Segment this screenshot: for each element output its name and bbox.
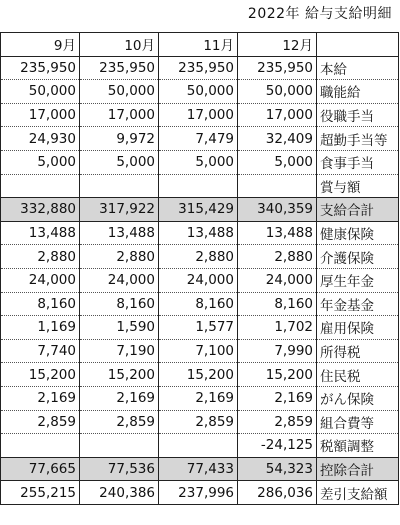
amount-cell: 15,200 [1,363,80,387]
amount-cell: 2,169 [159,386,238,410]
amount-cell: 50,000 [238,80,317,104]
amount-cell: 240,386 [80,481,159,505]
row-label: 控除合計 [317,457,399,481]
amount-cell: 1,702 [238,316,317,340]
amount-cell: 1,590 [80,316,159,340]
amount-cell: 235,950 [1,56,80,80]
table-row [1,386,399,410]
row-label: 税額調整 [317,434,399,458]
amount-cell: 13,488 [1,221,80,245]
amount-cell [80,434,159,458]
amount-cell: 5,000 [238,150,317,174]
table-row [1,150,399,174]
amount-cell: 2,169 [80,386,159,410]
row-label: 介護保険 [317,245,399,269]
amount-cell: 24,000 [159,268,238,292]
row-label: 組合費等 [317,410,399,434]
row-label: 超勤手当等 [317,127,399,151]
amount-cell: 7,190 [80,339,159,363]
amount-cell: 7,479 [159,127,238,151]
amount-cell: 235,950 [80,56,159,80]
month-header: 12月 [238,33,317,57]
amount-cell: 17,000 [159,103,238,127]
table-row [1,363,399,387]
table-row [1,56,399,80]
payroll-sheet [0,32,398,505]
amount-cell: 17,000 [80,103,159,127]
amount-cell: 2,859 [1,410,80,434]
amount-cell: 17,000 [1,103,80,127]
amount-cell [1,434,80,458]
amount-cell: 50,000 [1,80,80,104]
table-row [1,481,399,505]
amount-cell: 13,488 [238,221,317,245]
label-header [317,33,399,57]
table-row [1,268,399,292]
table-row [1,457,399,481]
month-header: 9月 [1,33,80,57]
amount-cell: 8,160 [80,292,159,316]
month-header: 10月 [80,33,159,57]
amount-cell: 235,950 [159,56,238,80]
row-label: 本給 [317,56,399,80]
table-row [1,339,399,363]
amount-cell: 50,000 [159,80,238,104]
amount-cell: 2,880 [80,245,159,269]
amount-cell: 13,488 [80,221,159,245]
row-label: 食事手当 [317,150,399,174]
amount-cell [238,174,317,198]
amount-cell: 332,880 [1,198,80,222]
month-header: 11月 [159,33,238,57]
amount-cell: 2,859 [80,410,159,434]
amount-cell: 24,000 [238,268,317,292]
row-label: 職能給 [317,80,399,104]
amount-cell: 2,880 [1,245,80,269]
amount-cell: 1,169 [1,316,80,340]
amount-cell: 13,488 [159,221,238,245]
amount-cell: 7,100 [159,339,238,363]
amount-cell: 77,433 [159,457,238,481]
row-label: 賞与額 [317,174,399,198]
amount-cell: 8,160 [238,292,317,316]
amount-cell: 54,323 [238,457,317,481]
header-row [1,33,399,57]
amount-cell: 235,950 [238,56,317,80]
table-row [1,316,399,340]
amount-cell: 317,922 [80,198,159,222]
amount-cell: 8,160 [159,292,238,316]
amount-cell: 315,429 [159,198,238,222]
amount-cell: 9,972 [80,127,159,151]
amount-cell: 17,000 [238,103,317,127]
row-label: 雇用保険 [317,316,399,340]
amount-cell: 2,859 [238,410,317,434]
amount-cell: 7,740 [1,339,80,363]
table-row [1,434,399,458]
amount-cell: -24,125 [238,434,317,458]
row-label: 健康保険 [317,221,399,245]
amount-cell: 286,036 [238,481,317,505]
amount-cell: 15,200 [80,363,159,387]
page-title: 2022年 給与支給明細 [247,6,392,22]
amount-cell [1,174,80,198]
table-row [1,245,399,269]
payroll-table [0,32,399,505]
amount-cell: 15,200 [238,363,317,387]
row-label: 厚生年金 [317,268,399,292]
amount-cell: 255,215 [1,481,80,505]
table-row [1,198,399,222]
row-label: 支給合計 [317,198,399,222]
amount-cell: 2,880 [238,245,317,269]
amount-cell: 5,000 [159,150,238,174]
amount-cell: 24,930 [1,127,80,151]
amount-cell: 2,169 [1,386,80,410]
amount-cell: 5,000 [1,150,80,174]
amount-cell: 50,000 [80,80,159,104]
amount-cell [159,434,238,458]
row-label: 差引支給額 [317,481,399,505]
amount-cell [159,174,238,198]
amount-cell: 24,000 [1,268,80,292]
table-row [1,80,399,104]
row-label: 所得税 [317,339,399,363]
amount-cell: 77,665 [1,457,80,481]
amount-cell: 2,880 [159,245,238,269]
amount-cell: 32,409 [238,127,317,151]
amount-cell: 2,169 [238,386,317,410]
table-row [1,127,399,151]
table-row [1,174,399,198]
table-row [1,410,399,434]
row-label: 役職手当 [317,103,399,127]
amount-cell: 24,000 [80,268,159,292]
table-row [1,292,399,316]
amount-cell: 2,859 [159,410,238,434]
amount-cell: 7,990 [238,339,317,363]
amount-cell: 77,536 [80,457,159,481]
amount-cell: 340,359 [238,198,317,222]
row-label: 住民税 [317,363,399,387]
table-row [1,221,399,245]
amount-cell: 8,160 [1,292,80,316]
row-label: 年金基金 [317,292,399,316]
amount-cell: 5,000 [80,150,159,174]
table-row [1,103,399,127]
amount-cell: 237,996 [159,481,238,505]
amount-cell: 1,577 [159,316,238,340]
payroll-body [1,56,399,504]
amount-cell: 15,200 [159,363,238,387]
row-label: がん保険 [317,386,399,410]
amount-cell [80,174,159,198]
